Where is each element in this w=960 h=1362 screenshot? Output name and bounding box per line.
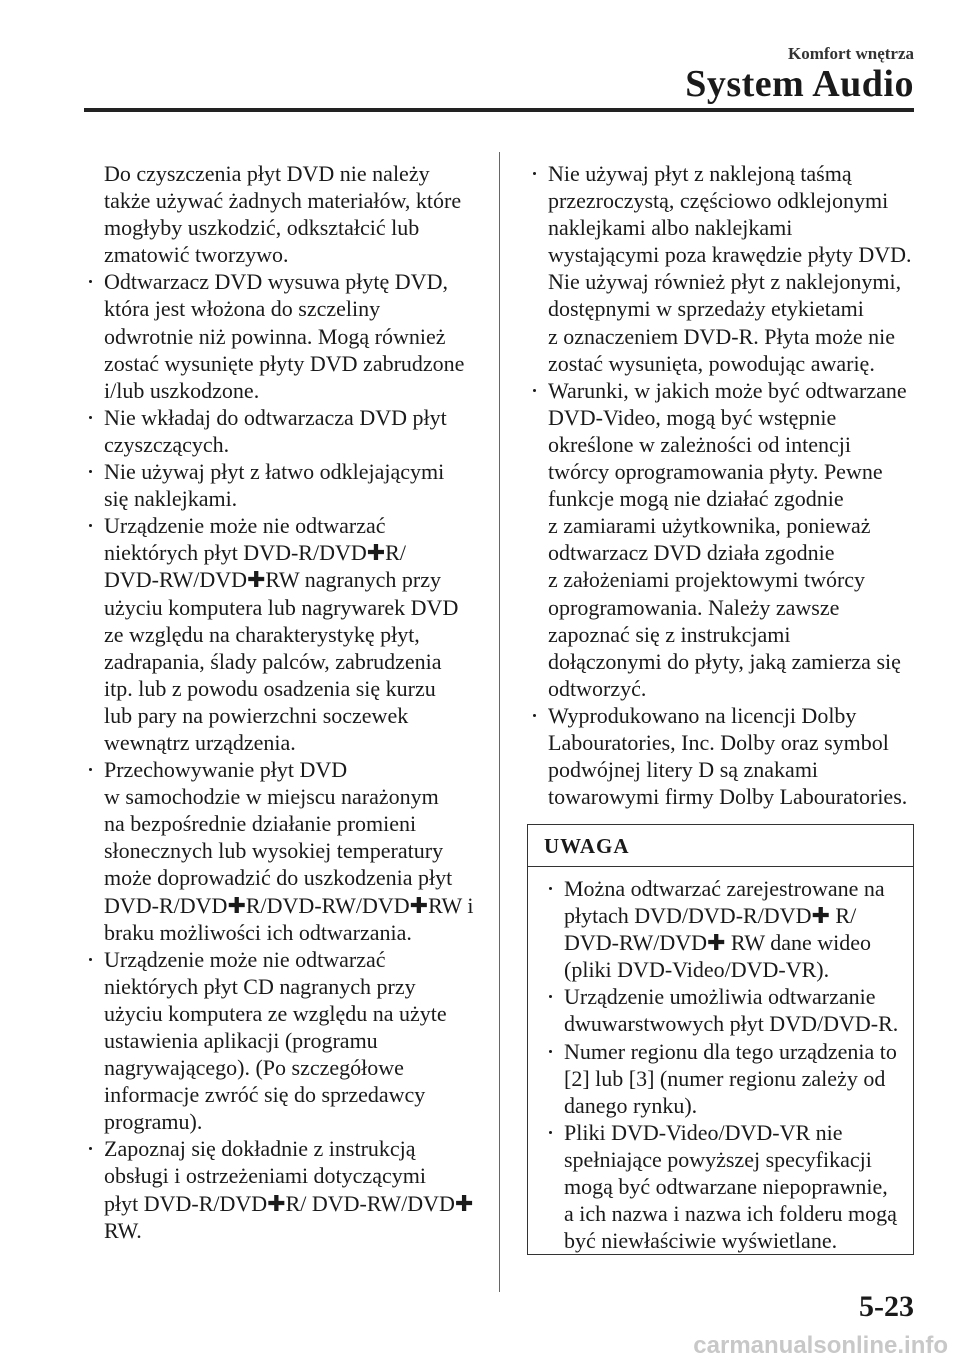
list-item: Urządzenie umożliwia odtwarzanie dwuwarstwowych płyt DVD/DVD-R.	[544, 983, 903, 1037]
bullet-dot-icon	[549, 1131, 552, 1134]
page-title: System Audio	[685, 63, 914, 105]
column-divider	[499, 152, 500, 1292]
list-item: Zapoznaj się dokładnie z instrukcją obsługi i ostrzeżeniami dotyczącymi płyt DVD-R/DVD✚R/ DVD-RW/DVD✚ RW.	[84, 1135, 484, 1243]
bullet-dot-icon	[533, 714, 536, 717]
right-column	[528, 160, 918, 810]
list-item: Warunki, w jakich może być odtwarzane DVD-Video, mogą być wstępnie określone w zależności od intencji twórcy oprogramowania płyty. Pewne funkcje mogą nie działać zgodnie z zamiarami użytkownika, ponieważ odtwarzacz DVD działa zgodnie z założeniami projektowymi twórcy oprogramowania. Należy zawsze zapoznać się z instrukcjami dołączonymi do płyty, jaką zamierza się odtworzyć.	[528, 377, 918, 702]
bullet-dot-icon	[549, 1050, 552, 1053]
list-item: Nie wkładaj do odtwarzacza DVD płyt czyszczących.	[84, 404, 484, 458]
bullet-dot-icon	[549, 995, 552, 998]
list-item: Urządzenie może nie odtwarzać niektórych płyt DVD-R/DVD✚R/ DVD-RW/DVD✚RW nagranych przy użyciu komputera lub nagrywarek DVD ze względu na charakterystykę płyt, zadrapania, ślady palców, zabrudzenia itp. lub z powodu osadzenia się kurzu lub pary na powierzchni soczewek wewnątrz urządzenia.	[84, 512, 484, 756]
left-column	[84, 160, 484, 1244]
header-rule	[84, 108, 914, 112]
bullet-dot-icon	[89, 470, 92, 473]
list-item: Można odtwarzać zarejestrowane na płytach DVD/DVD-R/DVD✚ R/ DVD-RW/DVD✚ RW dane wideo (pliki DVD-Video/DVD-VR).	[544, 875, 903, 983]
list-item: Wyprodukowano na licencji Dolby Labouratories, Inc. Dolby oraz symbol podwójnej litery D są znakami towarowymi firmy Dolby Labouratories.	[528, 702, 918, 810]
list-item: Nie używaj płyt z łatwo odklejającymi się naklejkami.	[84, 458, 484, 512]
continuation-paragraph: Do czyszczenia płyt DVD nie należy także używać żadnych materiałów, które mogłyby uszkodzić, odkształcić lub zmatowić tworzywo.	[104, 161, 462, 268]
bullet-dot-icon	[533, 172, 536, 175]
bullet-dot-icon	[89, 524, 92, 527]
header-section-label: Komfort wnętrza	[787, 44, 914, 63]
list-item: Nie używaj płyt z naklejoną taśmą przezroczystą, częściowo odklejonymi naklejkami albo naklejkami wystającymi poza krawędzie płyty DVD. Nie używaj również płyt z naklejonymi, dostępnymi w sprzedaży etykietami z oznaczeniem DVD-R. Płyta może nie zostać wysunięta, powodując awarię.	[528, 160, 918, 377]
list-item: Odtwarzacz DVD wysuwa płytę DVD, która jest włożona do szczeliny odwrotnie niż powinna. Mogą również zostać wysunięte płyty DVD zabrudzone i/lub uszkodzone.	[84, 268, 484, 403]
list-item: Numer regionu dla tego urządzenia to [2] lub [3] (numer regionu zależy od danego rynku).	[544, 1038, 903, 1119]
note-heading: UWAGA	[528, 825, 913, 867]
bullet-dot-icon	[89, 958, 92, 961]
list-item: Pliki DVD-Video/DVD-VR nie spełniające powyższej specyfikacji mogą być odtwarzane niepoprawnie, a ich nazwa i nazwa ich folderu mogą być niewłaściwie wyświetlane.	[544, 1119, 903, 1254]
watermark-link[interactable]: carmanualsonline.info	[693, 1332, 948, 1359]
bullet-dot-icon	[533, 389, 536, 392]
bullet-dot-icon	[89, 280, 92, 283]
bullet-dot-icon	[89, 768, 92, 771]
list-item: Urządzenie może nie odtwarzać niektórych płyt CD nagranych przy użyciu komputera ze względu na użyte ustawienia aplikacji (programu nagrywającego). (Po szczegółowe informacje zwróć się do sprzedawcy programu).	[84, 946, 484, 1136]
note-box	[527, 824, 914, 1255]
note-body	[528, 867, 913, 1254]
bullet-dot-icon	[89, 416, 92, 419]
bullet-dot-icon	[89, 1147, 92, 1150]
bullet-dot-icon	[549, 887, 552, 890]
list-item: Przechowywanie płyt DVD w samochodzie w miejscu narażonym na bezpośrednie działanie promieni słonecznych lub wysokiej temperatury może doprowadzić do uszkodzenia płyt DVD-R/DVD✚R/DVD-RW/DVD✚RW i braku możliwości ich odtwarzania.	[84, 756, 484, 946]
page-number: 5-23	[859, 1290, 914, 1323]
